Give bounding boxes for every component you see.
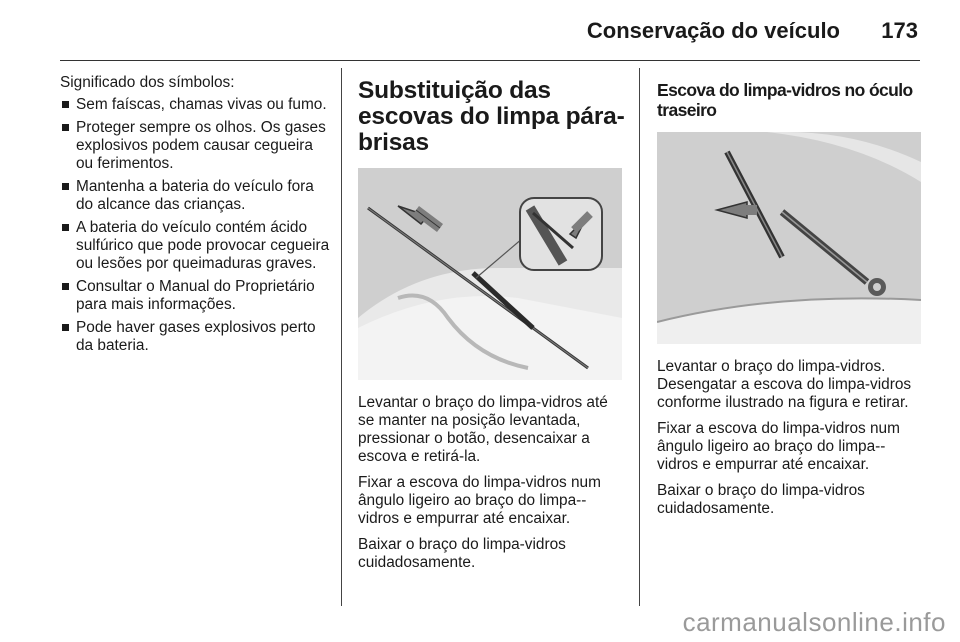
header-rule xyxy=(60,60,920,61)
windscreen-wiper-figure xyxy=(358,168,622,380)
column-symbols xyxy=(60,74,332,360)
bullet-square-icon xyxy=(62,283,69,290)
paragraph: Fixar a escova do limpa-vidros num ângulo ligeiro ao braço do limpa--vidros e empurrar até encaixar. xyxy=(358,474,601,527)
bullet-square-icon xyxy=(62,183,69,190)
paragraph: Baixar o braço do limpa-vidros cuidadosamente. xyxy=(358,536,566,571)
symbols-intro: Significado dos símbolos: xyxy=(60,74,235,91)
column-rear-wiper xyxy=(657,74,925,526)
paragraph: Levantar o braço do limpa-vidros. Desengatar a escova do limpa-vidros conforme ilustrado na figura e retirar. xyxy=(657,358,912,411)
column-divider-2 xyxy=(639,68,640,606)
watermark: carmanualsonline.info xyxy=(682,607,946,637)
bullet-square-icon xyxy=(62,101,69,108)
bullet-square-icon xyxy=(62,224,69,231)
column-divider-1 xyxy=(341,68,342,606)
paragraph: Fixar a escova do limpa-vidros num ângulo ligeiro ao braço do limpa--vidros e empurrar até encaixar. xyxy=(657,420,900,473)
bullet-square-icon xyxy=(62,124,69,131)
section-title: Substituição das escovas do limpa pára-brisas xyxy=(358,77,625,156)
section-title: Escova do limpa-vidros no óculo traseiro xyxy=(657,80,913,120)
paragraph: Baixar o braço do limpa-vidros cuidadosamente. xyxy=(657,482,865,517)
rear-wiper-illustration xyxy=(657,132,921,344)
windscreen-wiper-illustration xyxy=(358,168,622,380)
list-item: Proteger sempre os olhos. Os gases explosivos podem causar cegueira ou ferimentos. xyxy=(60,119,332,173)
list-item: Mantenha a bateria do veículo fora do alcance das crianças. xyxy=(60,178,332,214)
bullet-square-icon xyxy=(62,324,69,331)
rear-wiper-figure xyxy=(657,132,921,344)
column-windscreen-wiper xyxy=(358,74,626,580)
list-item: A bateria do veículo contém ácido sulfúrico que pode provocar cegueira ou lesões por queimaduras graves. xyxy=(60,219,332,273)
list-item: Pode haver gases explosivos perto da bateria. xyxy=(60,319,332,355)
page-header xyxy=(0,0,960,62)
page-title: Conservação do veículo xyxy=(586,18,840,43)
list-item: Consultar o Manual do Proprietário para mais informações. xyxy=(60,278,332,314)
paragraph: Levantar o braço do limpa-vidros até se manter na posição levantada, pressionar o botão, desencaixar a escova e retirá-la. xyxy=(358,394,608,465)
page-number: 173 xyxy=(881,18,918,43)
list-item: Sem faíscas, chamas vivas ou fumo. xyxy=(60,96,332,114)
symbols-list xyxy=(60,96,332,355)
